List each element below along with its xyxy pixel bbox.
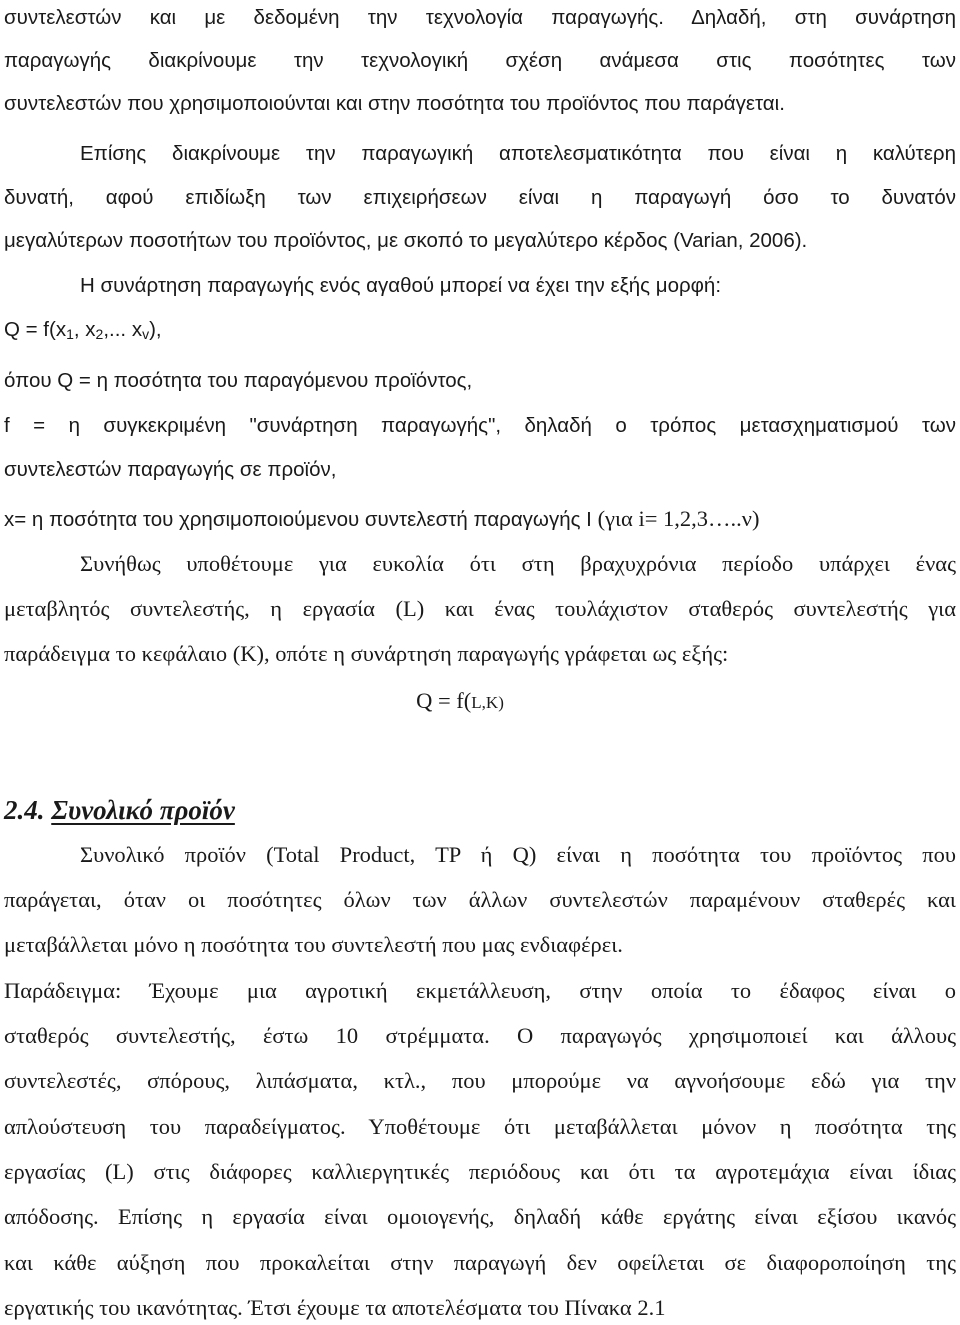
paragraph-line: μεταβάλλεται μόνο η ποσότητα του συντελεστή που μας ενδιαφέρει. xyxy=(4,932,623,957)
paragraph-line: Επίσης διακρίνουμε την παραγωγική αποτελεσματικότητα που είναι η καλύτερη xyxy=(80,142,956,165)
paragraph-line: εργασίας (L) στις διάφορες καλλιεργητικές περιόδους και ότι τα αγροτεμάχια είναι ίδιας xyxy=(4,1159,956,1184)
paragraph-line: Συνήθως υποθέτουμε για ευκολία ότι στη βραχυχρόνια περίοδο υπάρχει ένας xyxy=(80,551,956,576)
paragraph-line: και κάθε αύξηση που προκαλείται στην παραγωγή δεν οφείλεται σε διαφοροποίηση της xyxy=(4,1250,956,1275)
definition-x: x= η ποσότητα του χρησιμοποιούμενου συντελεστή παραγωγής I (για i= 1,2,3…..ν) xyxy=(4,506,760,531)
paragraph-line: παράγεται, όταν οι ποσότητες όλων των άλλων συντελεστών παραμένουν σταθερές και xyxy=(4,887,956,912)
paragraph-line: συντελεστές, σπόρους, λιπάσματα, κτλ., που μπορούμε να αγνοήσουμε εδώ για την xyxy=(4,1068,956,1093)
paragraph-line: μεταβλητός συντελεστής, η εργασία (L) και ένας τουλάχιστον σταθερός συντελεστής για xyxy=(4,596,956,621)
production-function-formula: $Q = f(x_1$, $x_2$,... $x_v$), xyxy=(4,318,162,342)
section-heading xyxy=(4,793,956,827)
paragraph-line: δυνατή, αφού επιδίωξη των επιχειρήσεων είναι η παραγωγή όσο το δυνατόν xyxy=(4,186,956,209)
section-number: 2.4. xyxy=(4,795,45,825)
paragraph-line: συντελεστών που χρησιμοποιούνται και στην ποσότητα του προϊόντος που παράγεται. xyxy=(4,92,785,115)
paragraph-line: παράδειγμα το κεφάλαιο (K), οπότε η συνάρτηση παραγωγής γράφεται ως εξής: xyxy=(4,641,729,666)
paragraph-line: σταθερός συντελεστής, έστω 10 στρέμματα. Ο παραγωγός χρησιμοποιεί και άλλους xyxy=(4,1023,956,1048)
paragraph-line: Παράδειγμα: Έχουμε μια αγροτική εκμετάλλευση, στην οποία το έδαφος είναι ο xyxy=(4,978,956,1003)
short-run-production-formula: Q = f(L,K) xyxy=(416,688,504,713)
paragraph-line: Η συνάρτηση παραγωγής ενός αγαθού μπορεί να έχει την εξής μορφή: xyxy=(80,274,722,297)
paragraph-line: παραγωγής διακρίνουμε την τεχνολογική σχέση ανάμεσα στις ποσότητες των xyxy=(4,49,956,72)
paragraph-line: απόδοσης. Επίσης η εργασία είναι ομοιογενής, δηλαδή κάθε εργάτης είναι εξίσου ικανός xyxy=(4,1204,956,1229)
paragraph-line: μεγαλύτερων ποσοτήτων του προϊόντος, με σκοπό το μεγαλύτερο κέρδος (Varian, 2006). xyxy=(4,229,808,252)
paragraph-line: απλούστευση του παραδείγματος. Υποθέτουμε ότι μεταβάλλεται μόνον η ποσότητα της xyxy=(4,1114,956,1139)
section-title: Συνολικό προϊόν xyxy=(51,795,235,825)
definition-f-line: f = η συγκεκριμένη "συνάρτηση παραγωγής", δηλαδή ο τρόπος μετασχηματισμού των xyxy=(4,414,956,437)
definition-f-line: συντελεστών παραγωγής σε προϊόν, xyxy=(4,458,337,481)
paragraph-line: Συνολικό προϊόν (Total Product, TP ή Q) είναι η ποσότητα του προϊόντος που xyxy=(80,842,956,867)
paragraph-line: εργατικής του ικανότητας. Έτσι έχουμε τα αποτελέσματα του Πίνακα 2.1 xyxy=(4,1295,666,1320)
paragraph-line: συντελεστών και με δεδομένη την τεχνολογία παραγωγής. Δηλαδή, στη συνάρτηση xyxy=(4,6,956,29)
definition-q: όπου Q = η ποσότητα του παραγόμενου προϊόντος, xyxy=(4,369,473,392)
